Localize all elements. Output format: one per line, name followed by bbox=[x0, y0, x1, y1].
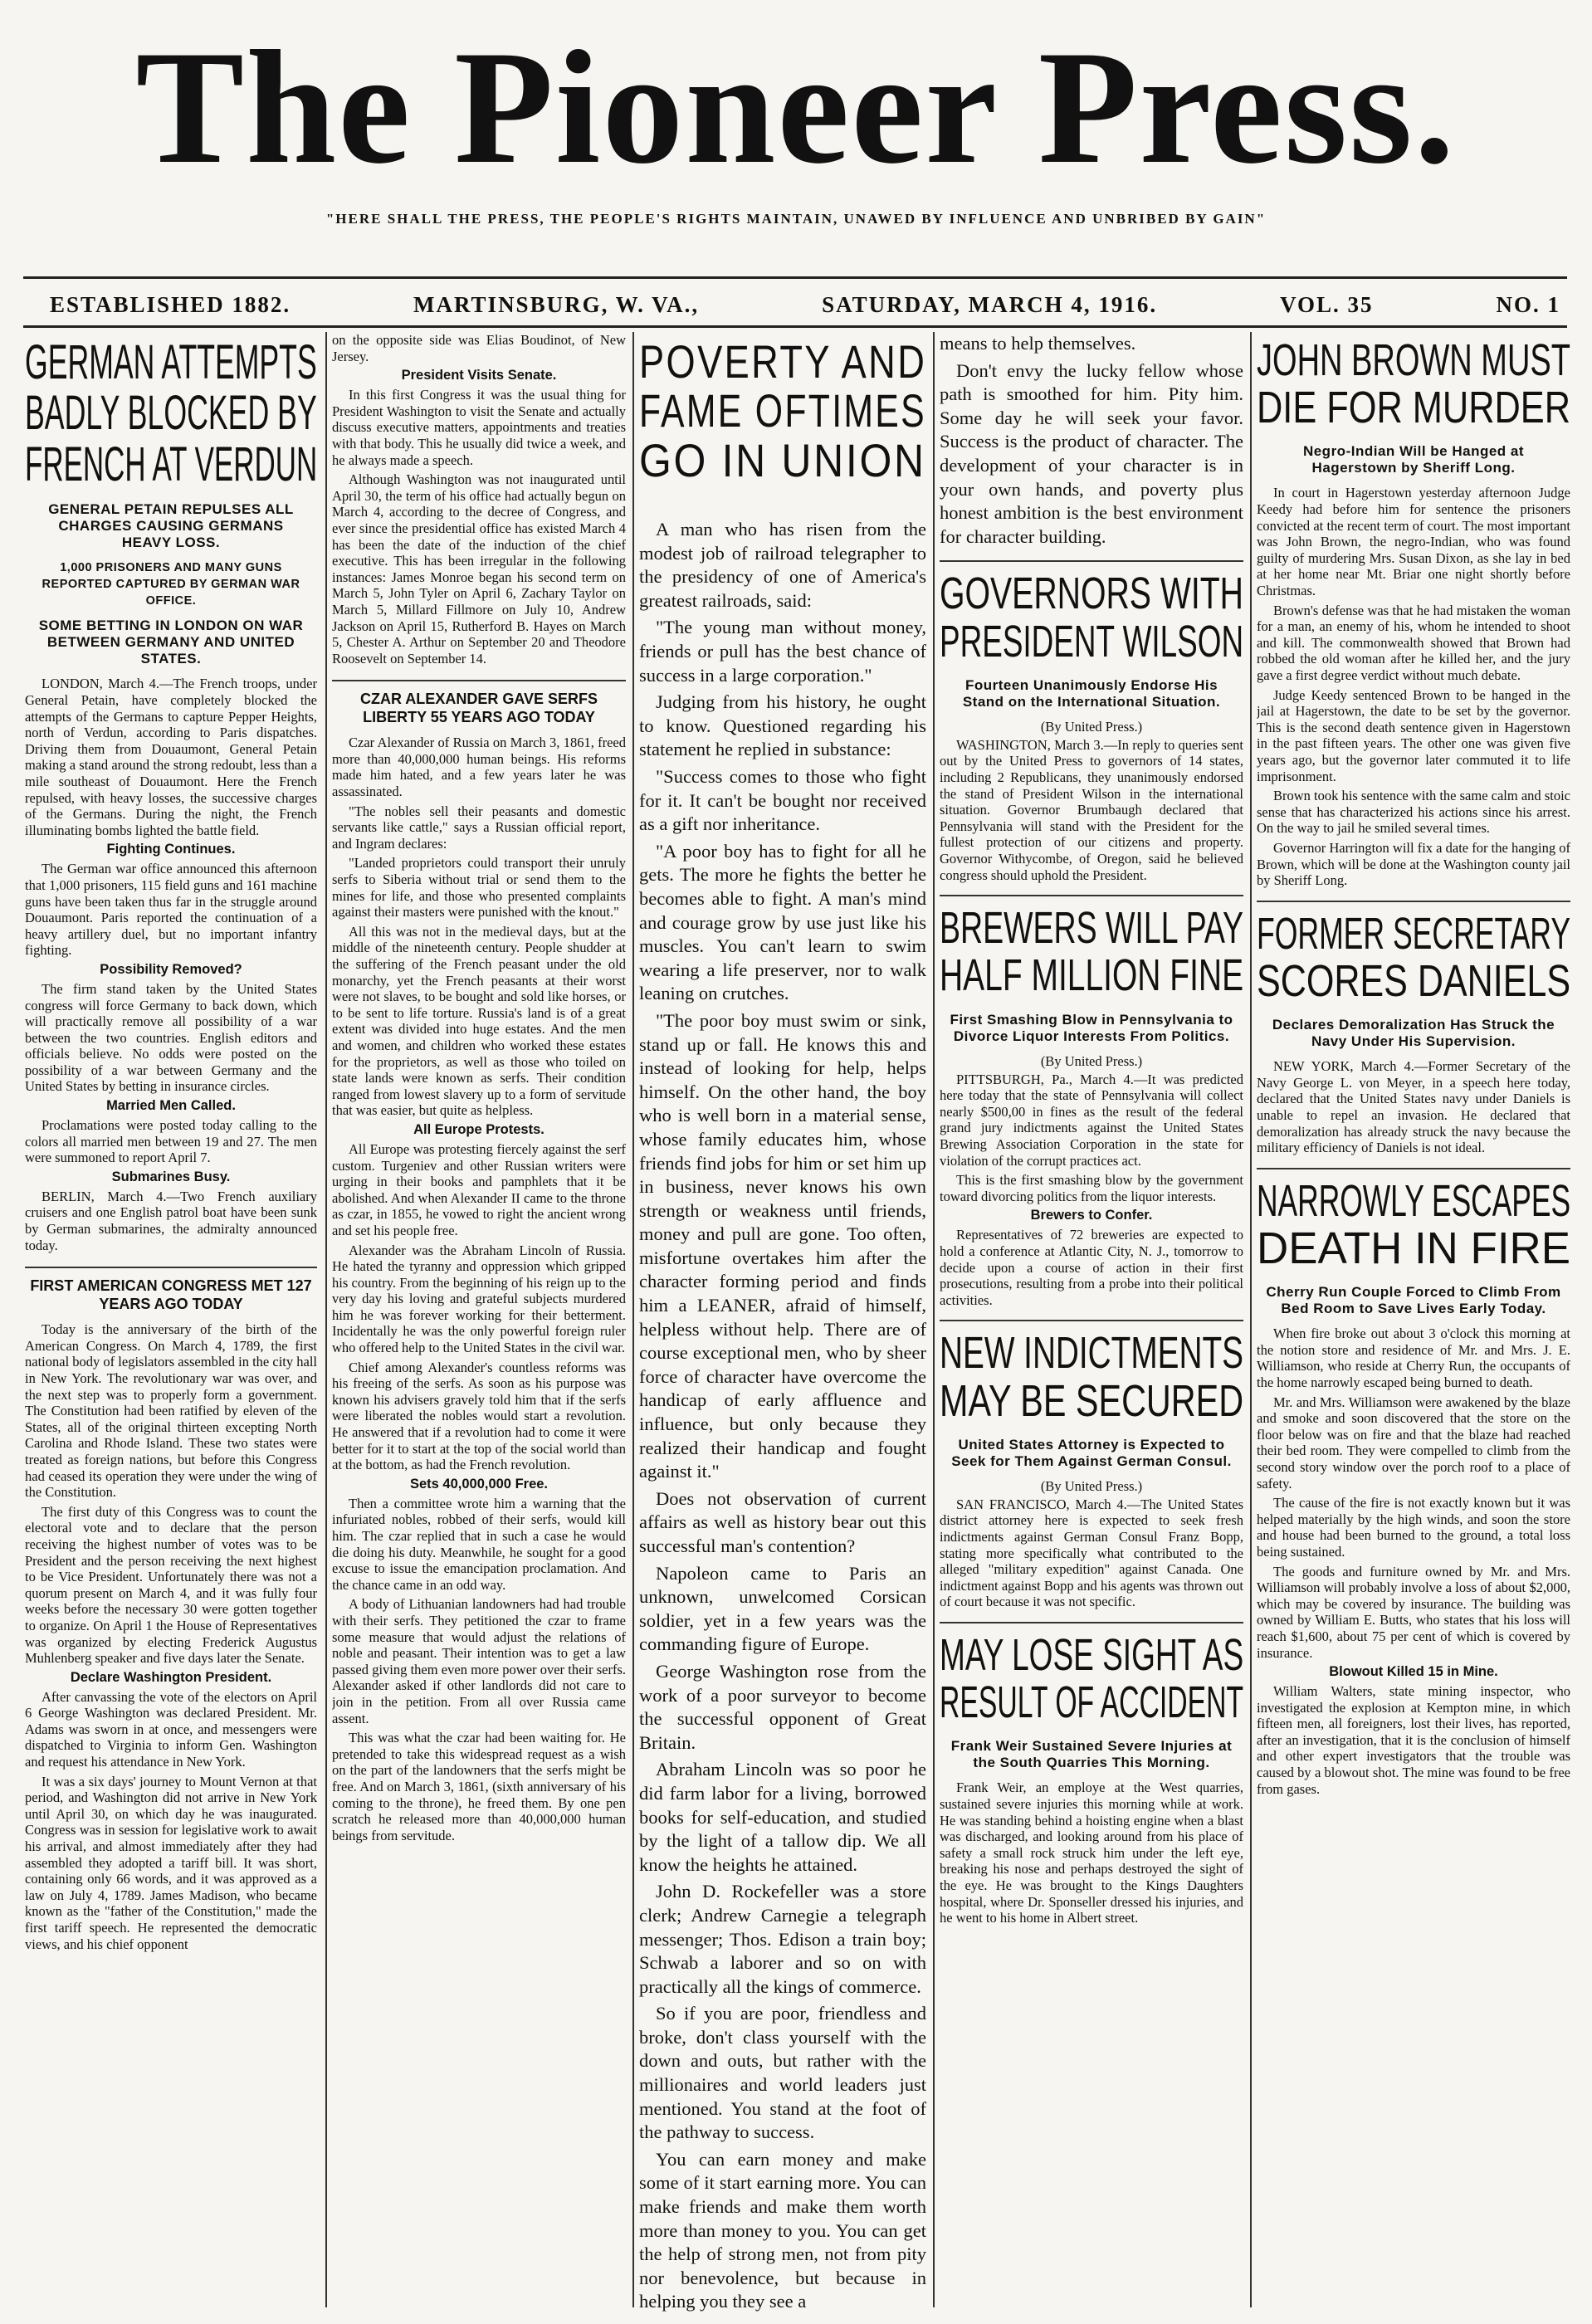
headline-narrowly-escapes: NARROWLY ESCAPES DEATH IN FIRE bbox=[1257, 1175, 1570, 1273]
subhead: Sets 40,000,000 Free. bbox=[409, 1476, 549, 1492]
article-paragraph: SAN FRANCISCO, March 4.—The United States district attorney here is expected to seek fresh indictments against German Consul Franz Bopp, stating more specifically what contributed to the alleged "military expedition" against Canada. One indictment against Bopp and his agents was thrown out of court because it was not specific. bbox=[940, 1496, 1243, 1610]
article-paragraph: "Landed proprietors could transport their unruly serfs to Siberia without trial or send them to the mines for life, and those who presented complaints against their masters were punished with the knout." bbox=[332, 855, 626, 920]
column-separator bbox=[325, 332, 327, 2307]
subhead: Brewers to Confer. bbox=[1030, 1208, 1153, 1223]
subhead: Married Men Called. bbox=[106, 1098, 236, 1114]
article-paragraph: So if you are poor, friendless and broke, don't class yourself with the down and outs, but rather with the millionaires and world leaders just mentioned. You stand at the foot of the pathway to success. bbox=[639, 2003, 926, 2143]
article-paragraph: Representatives of 72 breweries are expected to hold a conference at Atlantic City, N. J., tomorrow to decide upon a course of action in their first prosecutions, resulting from a probe into their political activities. bbox=[940, 1227, 1243, 1308]
section-rule bbox=[940, 1622, 1243, 1623]
subhead: Declare Washington President. bbox=[70, 1669, 272, 1685]
article-paragraph: on the opposite side was Elias Boudinot, of New Jersey. bbox=[332, 332, 626, 364]
article-paragraph: Brown's defense was that he had mistaken the woman for a man, an enemy of his, whom he intended to shoot and kill. The commonwealth showed that Brown had robbed the old woman after he killed her, and the jury gave a first degree verdict without much debate. bbox=[1257, 602, 1570, 683]
deck: First Smashing Blow in Pennsylvania to Divorce Liquor Interests From Politics. bbox=[950, 1011, 1233, 1044]
article-paragraph: After canvassing the vote of the electors on April 6 George Washington was declared President. Mr. Adams was sworn in at once, and messengers were dispatched to Virginia to inform Gen. Washington and request his attendance in New York. bbox=[25, 1688, 317, 1770]
article-paragraph: This was what the czar had been waiting for. He pretended to take this widespread request as a wish on the part of the landowners that the serfs might be free. And on March 3, 1861, (sixth anniversary of his coming to the throne), he freed them. By one pen scratch he released more than 40,000,000 human beings from servitude. bbox=[332, 1730, 626, 1843]
deck: SOME BETTING IN LONDON ON WAR BETWEEN GERMANY AND UNITED STATES. bbox=[38, 618, 304, 667]
article-paragraph: All Europe was protesting fiercely against the serf custom. Turgeniev and other Russian writers were urging in their books and pamphlets that it be abolished. And when Alexander II came to the throne as czar, in 1855, he vowed to right the ancient wrong and set his people free. bbox=[332, 1140, 626, 1238]
article-paragraph: "Success comes to those who fight for it. It can't be bought nor received as a gift nor inheritance. bbox=[639, 766, 926, 835]
byline: (By United Press.) bbox=[1040, 718, 1143, 735]
deck: Fourteen Unanimously Endorse His Stand on the International Situation. bbox=[962, 676, 1221, 710]
masthead-rule-bottom bbox=[23, 325, 1567, 328]
deck: 1,000 PRISONERS AND MANY GUNS REPORTED CAPTURED BY GERMAN WAR OFFICE. bbox=[42, 561, 300, 608]
headline-new-indictments: NEW INDICTMENTS MAY BE SECURED bbox=[940, 1328, 1243, 1426]
article-paragraph: A man who has risen from the modest job of railroad telegrapher to the presidency of one of America's greatest railroads, said: bbox=[639, 519, 926, 611]
article-paragraph: You can earn money and make some of it start earning more. You can make friends and make them worth more than money to you. You can get the help of strong men, not from pity nor benevolence, but because in helping you they see a bbox=[639, 2148, 926, 2312]
volume-number: VOL. 35 bbox=[1280, 292, 1374, 317]
section-rule bbox=[940, 560, 1243, 562]
subhead: All Europe Protests. bbox=[413, 1121, 545, 1137]
headline-governors-with-wilson: GOVERNORS WITH PRESIDENT WILSON bbox=[940, 569, 1243, 666]
article-paragraph: The cause of the fire is not exactly known but it was helped materially by the high winds, and soon the store and house had been burned to the ground, a total loss being sustained. bbox=[1257, 1495, 1570, 1560]
masthead bbox=[0, 17, 1592, 227]
dateline-date: SATURDAY, MARCH 4, 1916. bbox=[822, 292, 1158, 317]
column-2 bbox=[332, 332, 626, 2312]
article-paragraph: Although Washington was not inaugurated until April 30, the term of his office had actually begun on March 4, according to the decree of Congress, and ever since the presidential office has existed March 4 has been the date of the induction of the chief executive. This has been irregular in the following instances: James Monroe began his second term on March 5, John Tyler on April 6, Zachary Taylor on March 5, Millard Fillmore on July 10, Andrew Jackson on April 15, Rutherford B. Hayes on March 5, Chester A. Arthur on September 20 and Theodore Roosevelt on September 14. bbox=[332, 471, 626, 666]
column-3 bbox=[639, 332, 926, 2312]
article-paragraph: It was a six days' journey to Mount Vernon at that period, and Washington did not arrive in New York until April 30, on which day he was inaugurated. Congress was in session for legislative work to await his arrival, and almost immediately after they had assembled they adopted a tariff bill. It was short, containing only 66 words, and it was approved as a law on July 4, 1789. James Madison, who became known as the "father of the Constitution," made the first tariff speech. He represented the democratic views, and his chief opponent bbox=[25, 1773, 317, 1952]
issue-number: NO. 1 bbox=[1496, 292, 1560, 317]
article-paragraph: In this first Congress it was the usual thing for President Washington to visit the Senate and actually discuss executive matters, appointments and treaties with that body. This he usually did twice a week, and he always made a speech. bbox=[332, 387, 626, 468]
article-paragraph: Alexander was the Abraham Lincoln of Russia. He hated the tyranny and oppression which gripped his country. From the beginning of his reign up to the very day his loving and grateful subjects murdered him he was forever working for their betterment. Incidentally he was the only powerful foreign ruler who offered help to the United States in the civil war. bbox=[332, 1242, 626, 1356]
deck: GENERAL PETAIN REPULSES ALL CHARGES CAUSING GERMANS HEAVY LOSS. bbox=[48, 501, 294, 551]
column-separator bbox=[1250, 332, 1252, 2307]
article-paragraph: NEW YORK, March 4.—Former Secretary of the Navy George L. von Meyer, in a speech here today, declared that the United States navy under Daniels is unable to repel an invasion. He declared that demoralization has already struck the navy because the military efficiency of Daniels is not ideal. bbox=[1257, 1058, 1570, 1156]
article-paragraph: All this was not in the medieval days, but at the middle of the nineteenth century. People shudder at the suffering of the French peasant under the old monarchy, yet the French peasants at their worst were not slaves, to be bought and sold like horses, or to be sent to life torture. Russia's land is of a great extent was divided into huge estates. And the men and women, and children who worked these estates for the proprietors, as well as those who toiled on state lands were known as serfs. Their condition ranged from lowest slavery up to a form of servitude that was easier, but quite as helpless. bbox=[332, 923, 626, 1119]
column-separator bbox=[632, 332, 634, 2307]
article-paragraph: When fire broke out about 3 o'clock this morning at the notion store and residence of Mr. and Mrs. J. E. Williamson, who reside at Cherry Run, the occupants of the home narrowly escaped being burned to death. bbox=[1257, 1326, 1570, 1390]
article-paragraph: "The nobles sell their peasants and domestic servants like cattle," says a Russian official report, and Ingram declares: bbox=[332, 803, 626, 852]
dateline-place: MARTINSBURG, W. VA., bbox=[413, 292, 700, 317]
deck: Negro-Indian Will be Hanged at Hagerstown by Sheriff Long. bbox=[1302, 443, 1525, 476]
deck: Frank Weir Sustained Severe Injuries at the South Quarries This Morning. bbox=[950, 1738, 1233, 1771]
article-paragraph: "A poor boy has to fight for all he gets. The more he fights the better he becomes able to fight. A man's mind and courage grow by use just like his muscles. You can't learn to swim wearing a life preserver, nor to walk leaning on crutches. bbox=[639, 840, 926, 1004]
article-paragraph: Judging from his history, he ought to know. Questioned regarding his statement he replied in substance: bbox=[639, 691, 926, 760]
article-paragraph: Napoleon came to Paris an unknown, unwelcomed Corsican soldier, yet in a few years was the commanding figure of Europe. bbox=[639, 1562, 926, 1655]
article-paragraph: Chief among Alexander's countless reforms was his freeing of the serfs. As soon as his purpose was known his advisers gravely told him that if the serfs were liberated the nobles would start a revolution. He answered that if a revolution had to come it were better for it to start at the top of the social world than at the bottom, as had the French revolution. bbox=[332, 1359, 626, 1473]
deck: Declares Demoralization Has Struck the Navy Under His Supervision. bbox=[1272, 1017, 1555, 1050]
article-paragraph: Does not observation of current affairs as well as history bear out this successful man's contention? bbox=[639, 1487, 926, 1557]
article-paragraph: Judge Keedy sentenced Brown to be hanged in the jail at Hagerstown, the date to be set by the governor. This is the second death sentence given in Hagerstown in the past fifteen years. The other one was given five years ago, but the governor later commuted it to life imprisonment. bbox=[1257, 686, 1570, 784]
article-paragraph: Then a committee wrote him a warning that the infuriated nobles, robbed of their serfs, would kill him. The czar replied that in such a case he would die doing his duty. Meanwhile, he sought for a good excuse to issue the emancipation proclamation. And the chance came in an odd way. bbox=[332, 1495, 626, 1593]
article-paragraph: The first duty of this Congress was to count the electoral vote and to declare that the person receiving the highest number of votes was to be President and the person receiving the next highest to be Vice President. Unfortunately there was not a quorum present on March 4, and it was fully four weeks before the necessary 30 were gotten together to organize. On April 1 the House of Representatives was organized by electing Frederick Augustus Muhlenberg speaker and five days later the Senate. bbox=[25, 1503, 317, 1667]
article-paragraph: The firm stand taken by the United States congress will force Germany to back down, which will practically remove all possibility of a war between the two countries. English editors and officials believe. No odds were posted on the possibility of a war between Germany and the United States by betting in insurance circles. bbox=[25, 980, 317, 1095]
article-paragraph: William Walters, state mining inspector, who investigated the explosion at Kempton mine, in which fifteen men, all foreigners, lost their lives, has reported, after an investigation, that it is the conclusion of himself and other expert investigators that the trouble was caused by a blowout shot. The mine was found to be free from gases. bbox=[1257, 1683, 1570, 1797]
deck: United States Attorney is Expected to Seek for Them Against German Consul. bbox=[951, 1436, 1232, 1469]
headline-first-american-congress: FIRST AMERICAN CONGRESS MET 127 YEARS AGO TODAY bbox=[25, 1267, 317, 1313]
subhead: Submarines Busy. bbox=[111, 1169, 231, 1184]
masthead-rule-top bbox=[23, 276, 1567, 279]
article-paragraph: BERLIN, March 4.—Two French auxiliary cruisers and one English patrol boat have been sunk by German submarines, the admiralty announced today. bbox=[25, 1188, 317, 1253]
article-paragraph: LONDON, March 4.—The French troops, under General Petain, have completely blocked the attempts of the Germans to capture Pepper Heights, north of Verdun, according to Paris dispatches. Driving them from Douaumont, General Petain making a stand around the strong redoubt, less than a mile southeast of Douaumont. Here the French repulsed, with heavy losses, the successive charges of the Germans. During the night, the French illuminating bombs lighted the battle field. bbox=[25, 676, 317, 838]
article-paragraph: Frank Weir, an employe at the West quarries, sustained severe injuries this morning while at work. He was standing behind a hoisting engine when a blast was discharged, and looking around from his place of safety a small rock struck him under the left eye, breaking his nose and perhaps destroyed the sight of the eye. He was brought to the Kings Daughters hospital, where Dr. Sponseller dressed his injuries, and he went to his home in Albert street. bbox=[940, 1780, 1243, 1926]
article-paragraph: In court in Hagerstown yesterday afternoon Judge Keedy had before him for sentence the prisoners convicted at the recent term of court. The most important was John Brown, the negro-Indian, who was found guilty of murdering Mrs. Susan Dixon, as she lay in bed at her home near Mt. Briar one night shortly before Christmas. bbox=[1257, 485, 1570, 599]
article-paragraph: The German war office announced this afternoon that 1,000 prisoners, 115 field guns and 161 machine guns have been taken thus far in the struggle around Douaumont. Paris reported the continuation of a heavy artillery duel, but no important infantry fighting. bbox=[25, 861, 317, 959]
dateline bbox=[50, 292, 1560, 318]
article-paragraph: George Washington rose from the work of a poor surveyor to become the successful opponent of Great Britain. bbox=[639, 1660, 926, 1753]
article-paragraph: A body of Lithuanian landowners had had trouble with their serfs. They petitioned the czar to frame some measure that would adjust the relations of noble and peasant. Their intention was to get a law passed giving them even more power over their serfs. Alexander asked if other landlords did not care to join in the petition. From all over Russia came assent. bbox=[332, 1596, 626, 1726]
article-paragraph: John D. Rockefeller was a store clerk; Andrew Carnegie a telegraph messenger; Thos. Edison a train boy; Schwab a laborer and so on with practically all the kings of commerce. bbox=[639, 1881, 926, 1997]
article-paragraph: "The young man without money, friends or pull has the best chance of success in a large corporation." bbox=[639, 617, 926, 686]
article-paragraph: Don't envy the lucky fellow whose path is smoothed for him. Pity him. Some day he will seek your favor. Success is the product of character. The development of your character is in your own hands, and poverty plus honest ambition is the best environment for character building. bbox=[940, 359, 1243, 547]
article-paragraph: PITTSBURGH, Pa., March 4.—It was predicted here today that the state of Pennsylvania will collect nearly $500,00 in fines as the result of the federal grand jury indictments against the United States Brewing Association Corporation in the state for violation of the corrupt practices act. bbox=[940, 1071, 1243, 1169]
section-rule bbox=[1257, 1168, 1570, 1169]
byline: (By United Press.) bbox=[1040, 1477, 1143, 1494]
subhead: Possibility Removed? bbox=[100, 961, 242, 977]
headline-czar-alexander: CZAR ALEXANDER GAVE SERFS LIBERTY 55 YEARS AGO TODAY bbox=[332, 680, 626, 726]
deck: Cherry Run Couple Forced to Climb From Bed Room to Save Lives Early Today. bbox=[1266, 1284, 1561, 1317]
section-rule bbox=[940, 1320, 1243, 1321]
established-year: ESTABLISHED 1882. bbox=[50, 292, 291, 317]
headline-german-attempts: GERMAN ATTEMPTS BADLY BLOCKED BY FRENCH AT VERDUN bbox=[25, 335, 317, 491]
section-rule bbox=[940, 895, 1243, 896]
article-paragraph: Czar Alexander of Russia on March 3, 1861, freed more than 40,000,000 human beings. His reforms made him hated, and a few years later he was assassinated. bbox=[332, 735, 626, 800]
subhead: Fighting Continues. bbox=[106, 842, 236, 857]
headline-poverty-and-fame: POVERTY AND FAME OFTIMES GO IN UNION bbox=[639, 335, 926, 486]
subhead: President Visits Senate. bbox=[401, 368, 557, 383]
article-paragraph: Proclamations were posted today calling to the colors all married men between 19 and 27. The men were summoned to report April 7. bbox=[25, 1117, 317, 1166]
article-paragraph: This is the first smashing blow by the government toward divorcing politics from the liquor interests. bbox=[940, 1172, 1243, 1204]
headline-brewers-will-pay: BREWERS WILL PAY HALF MILLION FINE bbox=[940, 903, 1243, 1001]
article-paragraph: The goods and furniture owned by Mr. and Mrs. Williamson will probably involve a loss of about $2,000, which may be covered by insurance. The building was owned by William E. Butts, who states that his loss will reach $1,600, about 75 per cent of which is covered by insurance. bbox=[1257, 1563, 1570, 1661]
column-5 bbox=[1257, 332, 1570, 2312]
subhead: Blowout Killed 15 in Mine. bbox=[1329, 1664, 1498, 1680]
article-paragraph: Brown took his sentence with the same calm and stoic sense that has characterized his actions since his arrest. On the way to jail he smiled several times. bbox=[1257, 788, 1570, 837]
column-4 bbox=[940, 332, 1243, 2312]
section-rule bbox=[1257, 901, 1570, 902]
article-paragraph: means to help themselves. bbox=[940, 333, 1136, 354]
headline-former-secretary: FORMER SECRETARY SCORES DANIELS bbox=[1257, 908, 1570, 1006]
column-separator bbox=[933, 332, 935, 2307]
article-paragraph: Mr. and Mrs. Williamson were awakened by the blaze and smoke and soon discovered that the store on the floor below was on fire and that the blaze had reached their bed room. They were compelled to climb from the second story window over the porch roof to a place of safety. bbox=[1257, 1394, 1570, 1492]
column-1 bbox=[25, 332, 317, 2312]
headline-may-lose-sight: MAY LOSE SIGHT AS RESULT OF ACCIDENT bbox=[940, 1629, 1243, 1728]
article-paragraph: Abraham Lincoln was so poor he did farm labor for a living, borrowed books for self-education, and studied by the light of a tallow dip. We all know the heights he attained. bbox=[639, 1759, 926, 1875]
article-paragraph: WASHINGTON, March 3.—In reply to queries sent out by the United Press to governors of 14 states, including 2 Republicans, they unanimously endorsed the stand of President Wilson in the international situation. Governor Brumbaugh declared that Pennsylvania will stand with the President for the fullest protection of our citizens and property. Governor Withycombe, of Oregon, said he believed congress should uphold the President. bbox=[940, 736, 1243, 883]
headline-john-brown: JOHN BROWN MUST DIE FOR MURDER bbox=[1257, 335, 1570, 433]
masthead-motto: "HERE SHALL THE PRESS, THE PEOPLE'S RIGHTS MAINTAIN, UNAWED BY INFLUENCE AND UNBRIBED BY GAIN" bbox=[325, 211, 1267, 227]
newspaper-title: The Pioneer Press. bbox=[135, 17, 1457, 198]
article-paragraph: Governor Harrington will fix a date for the hanging of Brown, which will be done at the Washington county jail by Sheriff Long. bbox=[1257, 839, 1570, 889]
article-paragraph: Today is the anniversary of the birth of the American Congress. On March 4, 1789, the first national body of legislators assembled in the city hall in New York. The revolutionary war was over, and the next step was to properly form a government. The Constitution had been ratified by eleven of the States, all of the original thirteen excepting North Carolina and Rhode Island. These two states were treated as foreign nations, but before this Congress had ceased its operation they were under the wing of the Constitution. bbox=[25, 1321, 317, 1501]
byline: (By United Press.) bbox=[1040, 1052, 1143, 1069]
article-paragraph: "The poor boy must swim or sink, stand up or fall. He knows this and instead of looking for help, helps himself. On the other hand, the boy who is well born in a material sense, whose family educates him, whose friends find jobs for him or set him up in business, never knows his own strength or weakness until friends, money and pull are gone. Too often, misfortune overtakes him after the character forming period and finds him a LEANER, afraid of himself, helpless without help. There are of course exceptional men, who by sheer force of character have overcome the handicap of early affluence and influence, but only because they realized their handicap and fought against it." bbox=[639, 1009, 926, 1482]
